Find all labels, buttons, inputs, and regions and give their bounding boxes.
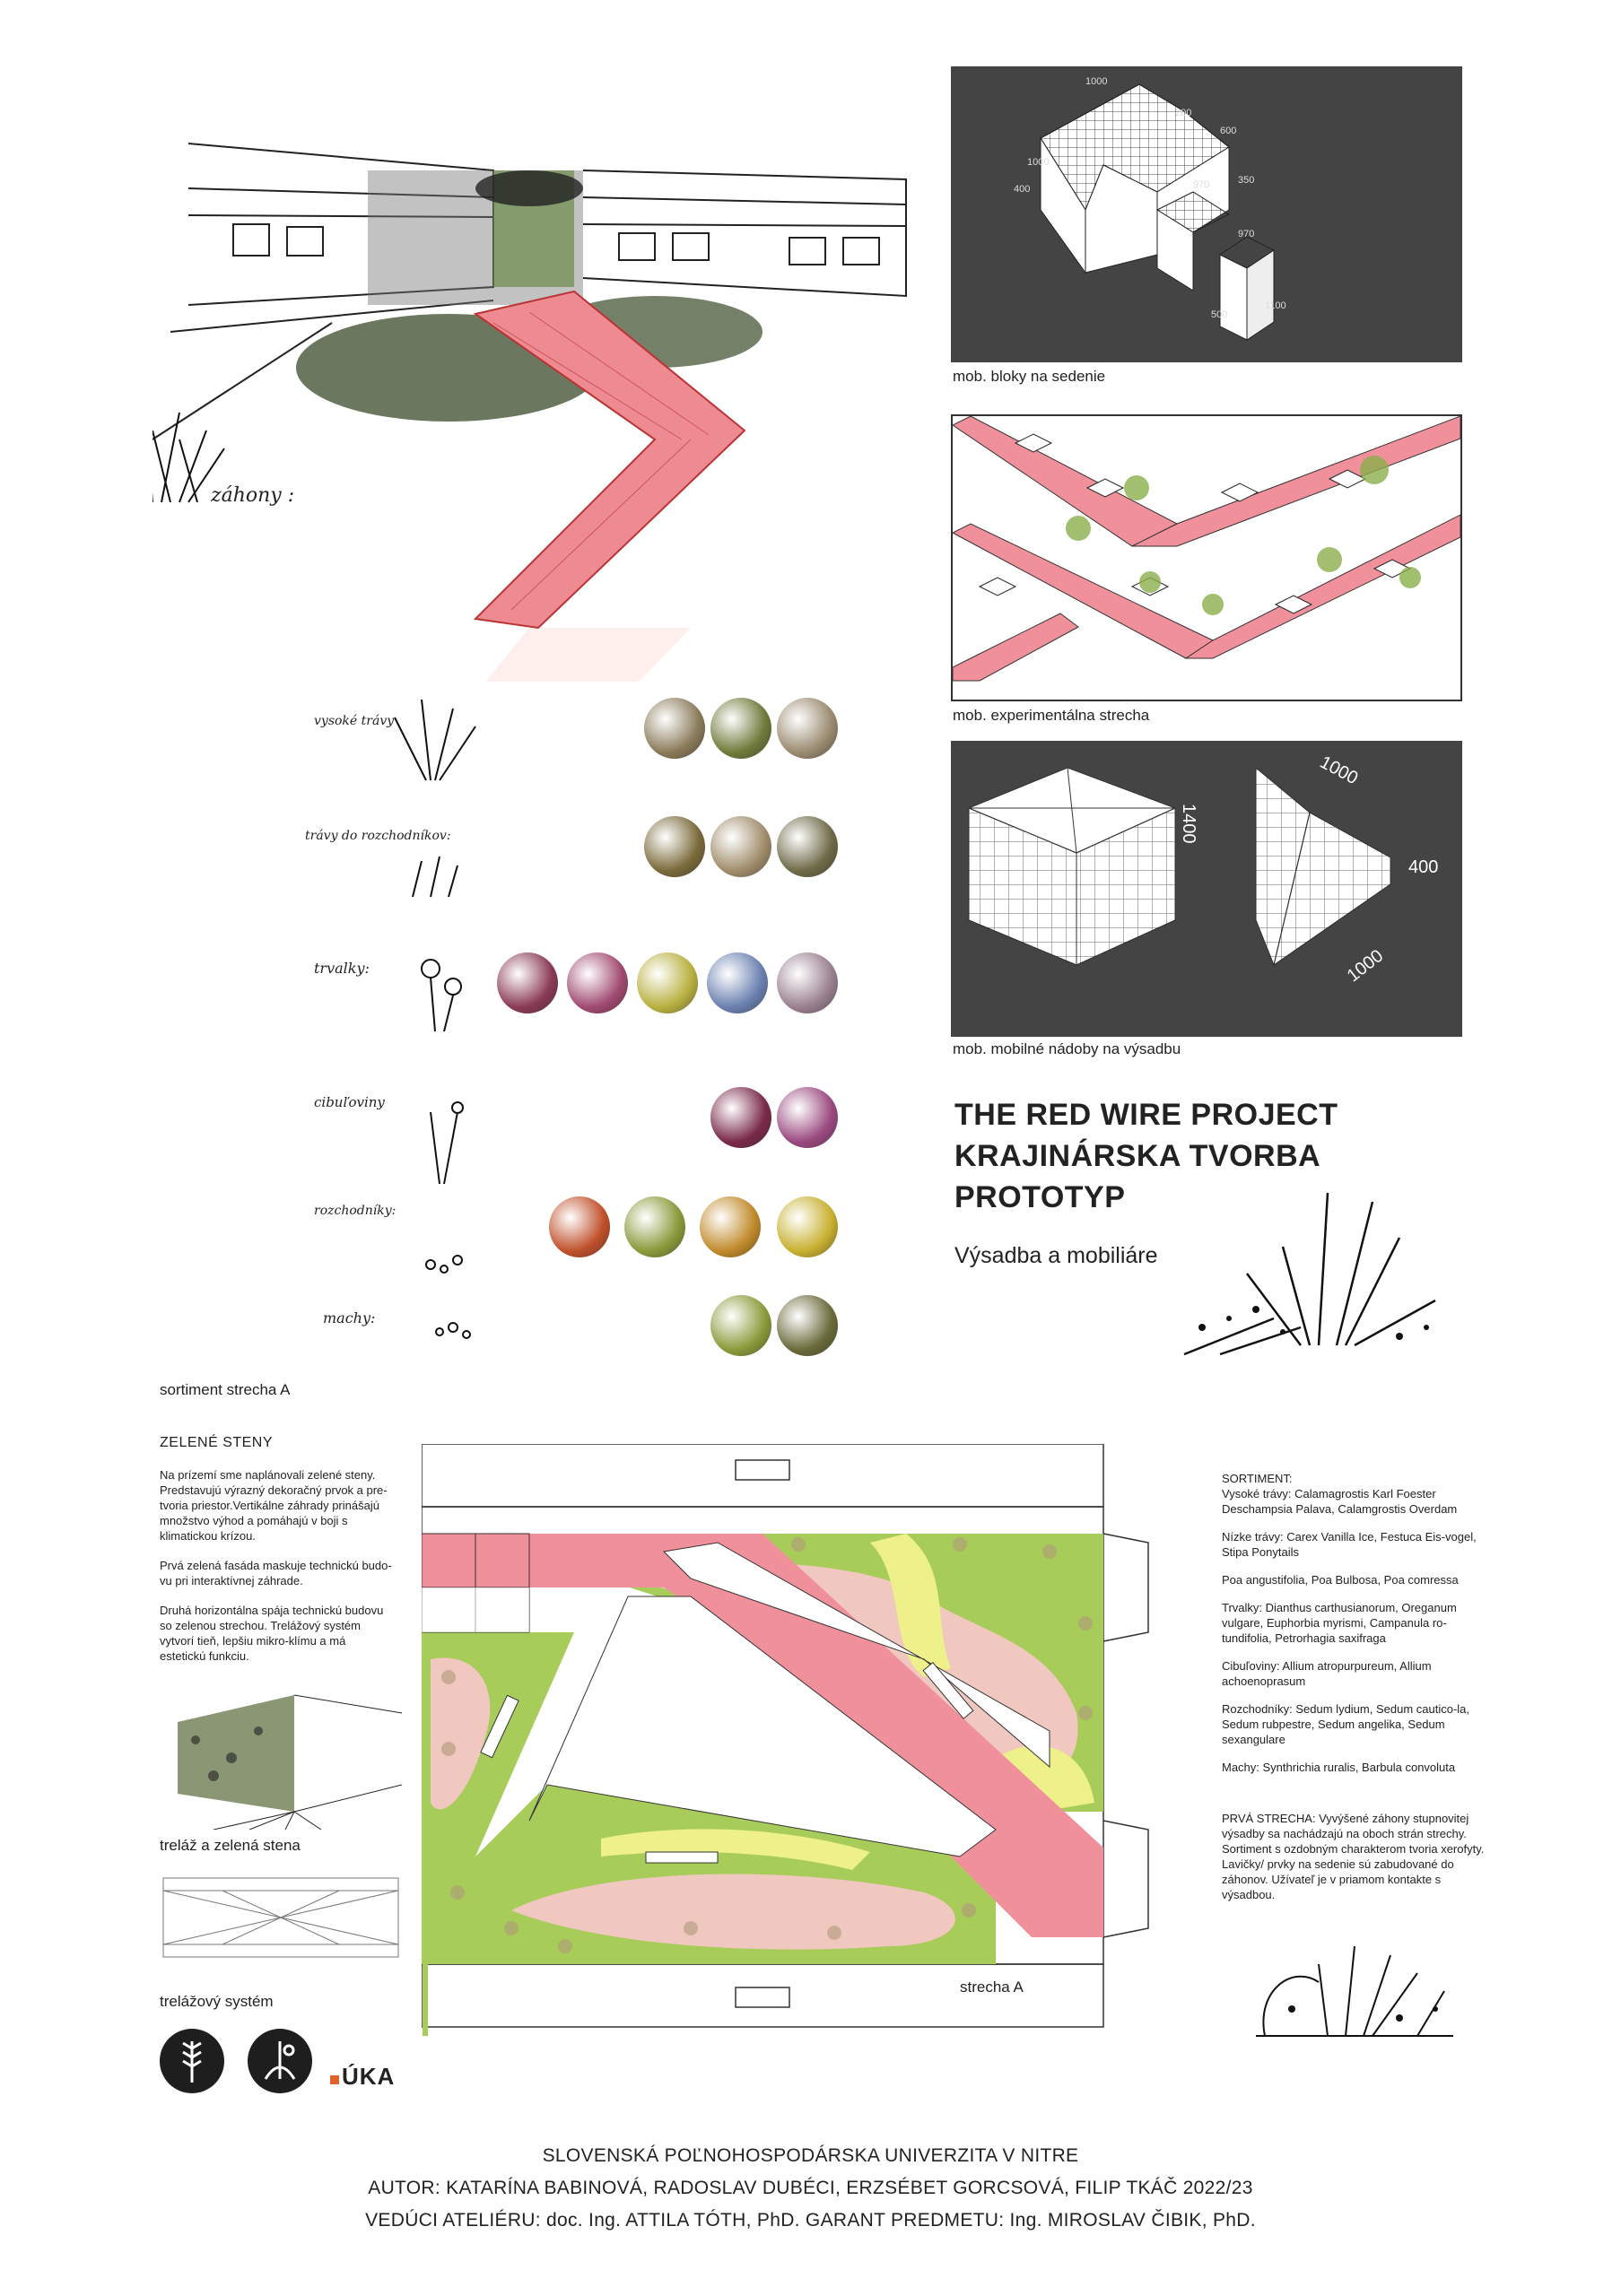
sortiment-item: Cibuľoviny: Allium atropurpureum, Allium achoenoprasum <box>1222 1659 1432 1688</box>
block-dim-9: 500 <box>1211 309 1228 320</box>
uka-logo-text: ÚKA <box>342 2063 396 2090</box>
faculty-logo <box>248 2029 312 2093</box>
plant-photo <box>777 952 838 1013</box>
bench-sketch <box>1238 1910 1480 2054</box>
sortiment-item: Vysoké trávy: Calamagrostis Karl Foester Deschampsia Palava, Calamgrostis Overdam <box>1222 1487 1458 1516</box>
experimental-roof-panel <box>951 414 1462 701</box>
plant-photo <box>644 816 705 877</box>
footer-university: SLOVENSKÁ POĽNOHOSPODÁRSKA UNIVERZITA V NITRE <box>542 2145 1079 2166</box>
plant-row-label: machy: <box>323 1309 376 1326</box>
experimental-roof-drawing <box>953 416 1460 700</box>
plant-photo <box>567 952 628 1013</box>
trellis-system-drawing <box>160 1873 402 1962</box>
block-dim-6: 400 <box>1014 184 1031 195</box>
title-line-3: PROTOTYP <box>954 1180 1126 1214</box>
grass-sketch-right <box>1166 1139 1471 1363</box>
block-dim-2: 1000 <box>1027 157 1050 168</box>
block-dim-7: 970 <box>1193 179 1210 190</box>
sortiment-item: Poa angustifolia, Poa Bulbosa, Poa comressa <box>1222 1573 1459 1587</box>
caption-trellis-green: treláž a zelená stena <box>160 1837 301 1854</box>
caption-trellis-system: trelážový systém <box>160 1993 274 2010</box>
title-line-2: KRAJINÁRSKA TVORBA <box>954 1139 1321 1173</box>
seating-blocks-panel <box>951 66 1462 362</box>
caption-sortiment: sortiment strecha A <box>160 1381 291 1398</box>
container-dim-side: 400 <box>1408 857 1439 877</box>
perspective-sketch-drawing <box>153 108 960 682</box>
plant-photo <box>710 816 771 877</box>
first-roof-description: PRVÁ STRECHA: Vyvýšené záhony stupnovitej výsadby sa nachádzajú na oboch strán strechy. Sortiment s ozdobným charakterom tvoria xerofyty. Lavičky/ prvky na sedenie sú zabudované do záhonov. Užívateľ je v priamom kontakte s výsadbou. <box>1222 1812 1485 1901</box>
plant-row-label: trávy do rozchodníkov: <box>305 829 451 843</box>
green-walls-section <box>160 1435 393 1664</box>
block-dim-3: 200 <box>1175 108 1192 118</box>
sketch-label: záhony : <box>211 484 295 507</box>
sortiment-item: Rozchodníky: Sedum lydium, Sedum cautico-la, Sedum rubpestre, Sedum angelika, Sedum sexangulare <box>1222 1702 1470 1746</box>
roof-a-plan <box>422 1444 1193 2036</box>
sortiment-section <box>1222 1471 1491 1902</box>
sortiment-heading: SORTIMENT: <box>1222 1472 1293 1485</box>
sortiment-item: Trvalky: Dianthus carthusianorum, Oreganum vulgare, Euphorbia myrismi, Campanula ro-tundifolia, Petrorhagia saxifraga <box>1222 1601 1457 1645</box>
plant-photo <box>707 952 768 1013</box>
uka-logo <box>330 2063 395 2091</box>
plant-photo <box>637 952 698 1013</box>
plant-photo <box>624 1196 685 1257</box>
landscape-icon <box>248 2029 312 2093</box>
plant-sketches <box>368 682 511 1345</box>
green-wall-sketch <box>160 1686 402 1830</box>
sortiment-item: Machy: Synthrichia ruralis, Barbula convoluta <box>1222 1761 1456 1774</box>
plant-row-label: vysoké trávy <box>314 714 395 728</box>
container-dim-h: 1400 <box>1179 804 1198 844</box>
container-dim-w: 1000 <box>1316 752 1362 789</box>
plant-photo <box>710 1295 771 1356</box>
university-logo <box>160 2029 224 2093</box>
block-dim-5: 350 <box>1238 175 1255 186</box>
perspective-sketch <box>153 108 960 682</box>
footer-supervisors: VEDÚCI ATELIÉRU: doc. Ing. ATTILA TÓTH, PhD. GARANT PREDMETU: Ing. MIROSLAV ČIBIK, PhD. <box>365 2210 1256 2231</box>
plant-photo <box>644 698 705 759</box>
plant-photo <box>777 816 838 877</box>
subtitle: Výsadba a mobiliáre <box>954 1243 1158 1268</box>
sortiment-item: Nízke trávy: Carex Vanilla Ice, Festuca Eis-vogel, Stipa Ponytails <box>1222 1530 1477 1559</box>
plant-photo <box>777 1196 838 1257</box>
plant-sortiment <box>296 682 879 1363</box>
caption-containers: mob. mobilné nádoby na výsadbu <box>953 1040 1181 1057</box>
planting-containers-panel <box>951 741 1462 1037</box>
block-dim-10: 1100 <box>1265 300 1286 311</box>
uka-mark-icon <box>330 2075 339 2084</box>
plant-photo <box>549 1196 610 1257</box>
footer-authors: AUTOR: KATARÍNA BABINOVÁ, RADOSLAV DUBÉCI, ERZSÉBET GORCSOVÁ, FILIP TKÁČ 2022/23 <box>368 2178 1253 2198</box>
caption-experimental-roof: mob. experimentálna strecha <box>953 707 1150 724</box>
plant-row-label: rozchodníky: <box>314 1204 397 1218</box>
plant-photo <box>777 1295 838 1356</box>
green-walls-heading: ZELENÉ STENY <box>160 1435 274 1450</box>
block-dim-4: 600 <box>1220 126 1237 136</box>
plant-row-label: trvalky: <box>314 960 370 977</box>
seating-blocks-drawing <box>951 66 1462 362</box>
plant-row-label: cibuľoviny <box>314 1094 385 1110</box>
plant-photo <box>777 698 838 759</box>
green-walls-paragraph-1: Na prízemí sme naplánovali zelené steny. Predstavujú výrazný dekoračný prvok a pre-tvoria priestor.Vertikálne záhrady prinášajú množstvo výhod a pomáhajú v boji s klimatickou krízou. <box>160 1468 388 1543</box>
caption-blocks: mob. bloky na sedenie <box>953 368 1106 385</box>
roof-a-plan-drawing <box>422 1444 1193 2036</box>
planting-containers-drawing <box>951 741 1462 1037</box>
plant-photo <box>710 698 771 759</box>
wheat-icon <box>160 2029 224 2093</box>
caption-roof-a: strecha A <box>960 1979 1024 1996</box>
plant-photo <box>777 1087 838 1148</box>
green-walls-paragraph-3: Druhá horizontálna spája technickú budovu so zelenou strechou. Trelážový systém vytvorí tieň, lepšiu mikro-klímu a má estetickú funkciu. <box>160 1604 384 1663</box>
block-dim-8: 970 <box>1238 229 1255 239</box>
container-dim-d: 1000 <box>1343 945 1388 987</box>
title-line-1: THE RED WIRE PROJECT <box>954 1098 1338 1132</box>
block-dim-1: 1000 <box>1085 76 1108 87</box>
plant-photo <box>710 1087 771 1148</box>
green-walls-paragraph-2: Prvá zelená fasáda maskuje technickú budo-vu pri interaktívnej záhrade. <box>160 1559 392 1587</box>
plant-photo <box>700 1196 761 1257</box>
